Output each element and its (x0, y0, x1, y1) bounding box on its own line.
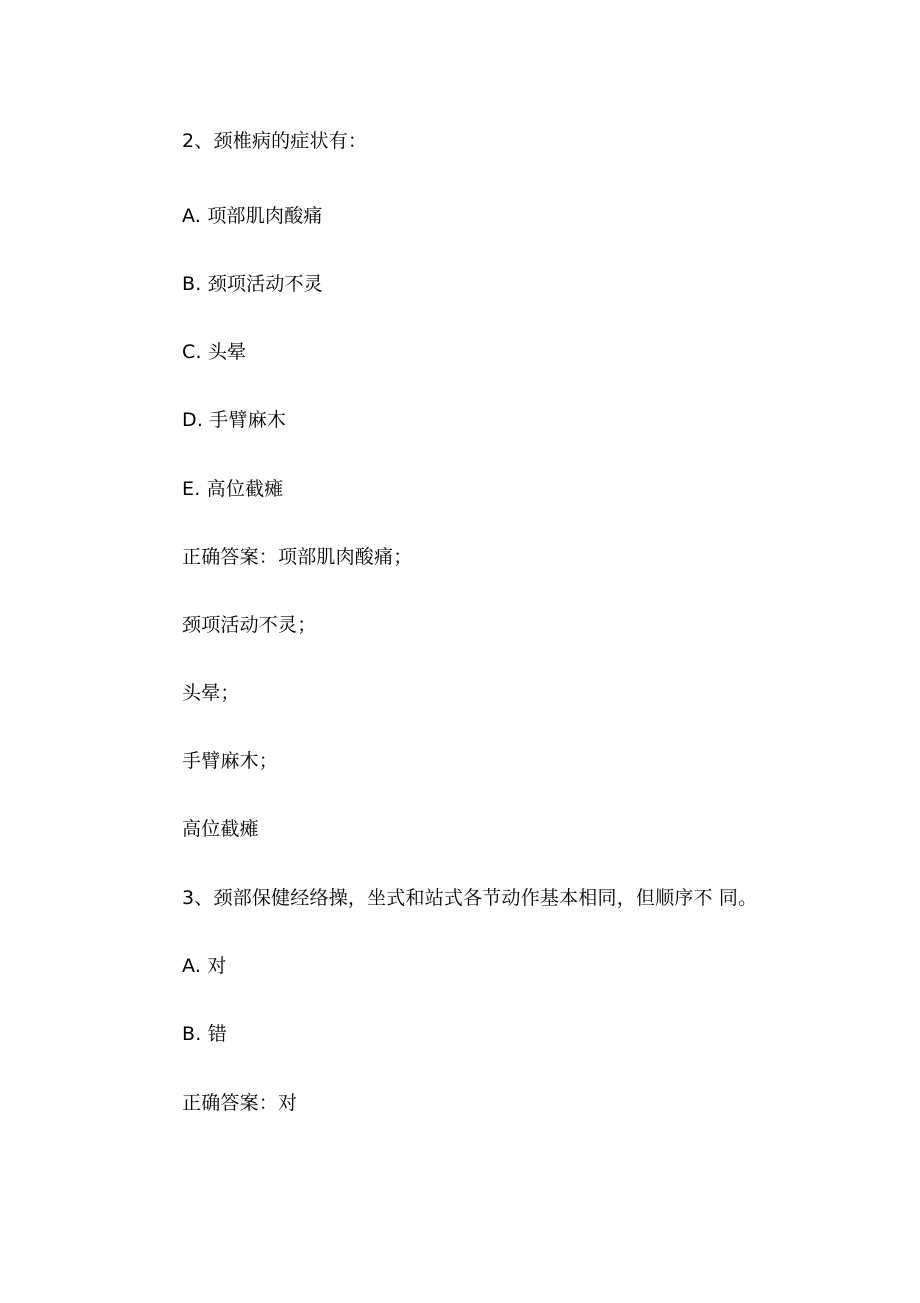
question-2-option-d: D. 手臂麻木 (182, 409, 287, 431)
question-2-answer-line-4: 手臂麻木； (182, 750, 279, 772)
question-2-prompt: 2、颈椎病的症状有： (182, 130, 368, 152)
question-2-answer-line-3: 头晕； (182, 682, 240, 704)
question-3-option-a: A. 对 (182, 955, 227, 977)
question-2-option-e: E. 高位截瘫 (182, 478, 284, 500)
question-2-answer-line-5: 高位截瘫 (182, 818, 259, 840)
question-2-option-b: B. 颈项活动不灵 (182, 273, 323, 295)
question-2-option-c: C. 头晕 (182, 341, 247, 363)
question-2-answer-line-2: 颈项活动不灵； (182, 614, 317, 636)
question-2-option-a: A. 项部肌肉酸痛 (182, 205, 323, 227)
question-2-answer-line-1: 正确答案：项部肌肉酸痛； (182, 546, 413, 568)
question-3-option-b: B. 错 (182, 1023, 227, 1045)
question-3-prompt: 3、颈部保健经络操，坐式和站式各节动作基本相同，但顺序不 同。 (182, 887, 758, 909)
question-3-answer: 正确答案：对 (182, 1092, 298, 1114)
